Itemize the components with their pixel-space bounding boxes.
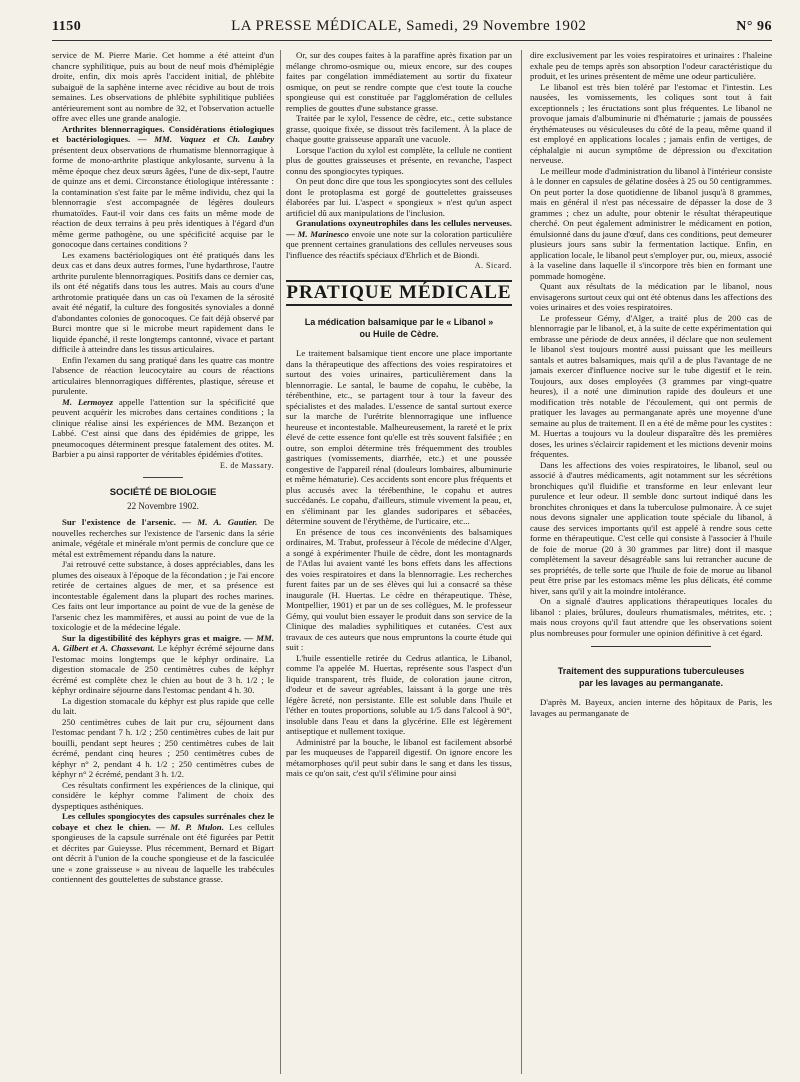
article-title-line: ou Huile de Cèdre. bbox=[359, 329, 439, 339]
signature: A. Sicard. bbox=[474, 261, 512, 270]
paragraph: En présence de tous ces inconvénients des balsamiques ordinaires, M. Trabut, professeur à l'école de médecine d'Alger, a songé à expérimenter l'huile de cèdre, dont les montagnards de l'Atlas lui avaient vanté les bons effets dans les affections des voies respiratoires et dans la blennorragie. Les recherches furent faites par un de ses élèves qui lui a consacré sa thèse inaugurale (H. Huertas. Le cèdre en thérapeutique. Thèse, Montpellier, 1901) et par un de ses collègues, M. le professeur Gémy, qui voulut bien essayer le produit dans son service de la Clinique des maladies syphilitiques et cutanées. C'est aux travaux de ces auteurs que nous empruntons la courte étude qui suit : bbox=[286, 526, 512, 652]
paragraph: Administré par la bouche, le libanol est facilement absorbé par les muqueuses de l'appareil digestif. On ignore encore les métamorphoses qu'il peut subir dans le sang et dans les tissus, mais ce qu'on sait, c'est qu'il s'élimine pour ainsi bbox=[286, 736, 512, 778]
separator bbox=[591, 646, 711, 647]
section-banner-title: PRATIQUE MÉDICALE bbox=[286, 281, 512, 303]
article-title-line: par les lavages au permanganate. bbox=[578, 678, 724, 688]
report-heading: Sur la digestibilité des képhyrs gras et maigre. — bbox=[62, 632, 254, 643]
paragraph: Le libanol est très bien toléré par l'estomac et l'intestin. Les nausées, les vomissements, les coliques sont tout à fait exceptionnels ; les éructations sont plus fréquentes. Le libanol ne provoque jamais d'albuminurie ni d'hématurie ; jamais de poussées érythémateuses ou vésiculeuses du côté de la peau, même quand il est employé en applications locales ; jamais enfin de vertiges, de céphalalgie ni aucun symptôme de dépression ou d'excitation nerveuse. bbox=[530, 81, 772, 165]
article-title-line: Traitement des suppurations tuberculeuses bbox=[557, 666, 745, 676]
paragraph: Traitée par le xylol, l'essence de cèdre, etc., cette substance grasse, quoique fixée, se dissout très facilement. À la place de chaque goutte graisseuse apparaît une vacuole. bbox=[286, 113, 512, 144]
author: MM. A. Gilbert et A. Chassevant. bbox=[52, 632, 274, 653]
paragraph: Le traitement balsamique tient encore une place importante dans la thérapeutique des affections des voies respiratoires et surtout des voies urinaires, particulièrement dans la blennorragie. Le santal, le baume de copahu, le cubèbe, la térébenthine, etc., se partagent tour à tour la faveur des spécialistes et des malades. L'essence de santal surtout exerce sur la marche de l'urétrite blennorragique une influence heureuse et incontestable. Malheureusement, la rareté et le prix élevé de cette essence font qu'elle est très souvent falsifiée ; en outre, son emploi détermine très fréquemment des troubles gastriques (vomissements, diarrhée, etc.) et une poussée congestive de l'appareil rénal (douleurs lombaires, albuminurie et même hématurie). Ces accidents sont encore plus fréquents et plus accusés avec la térébenthine, le copahu et autres succédanés. Le copahu, d'ailleurs, stimule vivement la peau, et, en s'éliminant par les glandes sudoripares et sébacées, détermine souvent de l'érythème, de l'urticaire, etc... bbox=[286, 348, 512, 526]
page-number: 1150 bbox=[52, 19, 82, 34]
paragraph bbox=[52, 517, 274, 559]
paragraph: dire exclusivement par les voies respiratoires et urinaires : l'haleine exhale peu de temps après son absorption l'odeur caractéristique du produit, et les urines présentent de même une odeur particulière. bbox=[530, 50, 772, 81]
paragraph: Les examens bactériologiques ont été pratiqués dans les deux cas et dans deux autres formes, l'une hydarthrose, l'autre arthrite purulente blennorragiques. Positifs dans ce dernier cas, ils ont été négatifs dans tous les autres. Mais au cours d'une arthrotomie pratiquée dans un cas où l'examen de la sérosité avait été négatif, la culture des fongosités synoviales a donné d'abondantes colonies de gonocoques. Ce fait déjà observé par Burci montre que si le microbe meurt rapidement dans le liquide épanché, il reste longtemps cantonné, vivace et partant difficile à atteindre dans les tissus articulaires. bbox=[52, 249, 274, 354]
report-heading: Sur l'existence de l'arsenic. — bbox=[62, 517, 192, 527]
report-heading: Granulations oxyneutrophiles dans les cellules nerveuses. — bbox=[286, 218, 512, 239]
paragraph-text: Les cellules spongieuses de la capsule surrénale ont été figurées par Pettit et décrites par Guieysse. Plus récemment, Bernard et Bigart ont décrit à l'union de la couche spongieuse et de la fasciculée une « zone graisseuse » au niveau de laquelle les trabécules contiennent des gouttelettes de substance grasse. bbox=[52, 821, 274, 884]
paragraph: On peut donc dire que tous les spongiocytes sont des cellules dont le protoplasma est gorgé de gouttelettes graisseuses élaborées par lui. L'aspect « spongieux » n'est qu'un aspect artificiel dû aux manipulations de l'inclusion. bbox=[286, 176, 512, 218]
paragraph bbox=[52, 124, 274, 250]
signature: E. de Massary. bbox=[219, 460, 274, 470]
article-title-line: La médication balsamique par le « Libanol » bbox=[304, 317, 494, 327]
paragraph: Le meilleur mode d'administration du libanol à l'intérieur consiste à le donner en capsules de gélatine dosées à 25 ou 50 centigrammes. On peut porter la dose quotidienne de libanol jusqu'à 8 grammes, mais en général il n'est pas nécessaire de dépasser la dose de 3 grammes ; chez un adulte, pour obtenir le résultat thérapeutique cherché. On peut également administrer le médicament en potion, émulsionné dans du jaune d'œuf, dans ces conditions, peut demeurer plusieurs jours sans subir la fermentation lactique. Enfin, en application locale, le libanol peut s'employer pur, ou, mieux, associé à la vaseline dans laquelle il s'incorpore très bien en formant une pommade homogène. bbox=[530, 165, 772, 281]
paragraph-text: envoie une note sur la coloration particulière que prennent certaines granulations des cellules nerveuses sous l'influence des réactifs spéciaux d'Ehrlich et de Biondi. bbox=[286, 228, 512, 260]
paragraph bbox=[52, 633, 274, 696]
separator bbox=[143, 477, 183, 478]
paragraph: Le professeur Gémy, d'Alger, a traité plus de 200 cas de blennorragie par le libanol, et, à la suite de cette expérimentation qui embrasse une période de deux années, il déclare que non seulement le libanol s'est toujours montré aussi puissant que les meilleurs santals et autres balsamiques, mais qu'il a de plus l'avantage de ne jamais exercer d'influence nocive sur le tube digestif et le rein. Toujours, aux doses employées (3 grammes par vingt-quatre heures), il a noté une diminution rapide des douleurs et une modification très notable de l'écoulement, qui ont permis de pratiquer les lavages au permanganate après une moyenne d'une semaine au plus de traitement. Il en a été de même pour les cystites : M. Huertas a toujours vu la douleur disparaître dès les premières doses, les urines s'éclaircir rapidement et les mictions devenir moins fréquentes. bbox=[530, 312, 772, 459]
page-header bbox=[52, 18, 772, 41]
paragraph: Or, sur des coupes faites à la paraffine après fixation par un mélange chromo-osmique ou, mieux encore, sur des coupes faites par congélation immédiatement au sortir du fixateur osmique, on peut se rendre compte que c'est toute la couche spongieuse qui est constituée par l'agglomération de cellules remplies de gouttes d'une substance grasse. bbox=[286, 50, 512, 113]
paragraph-text: De nouvelles recherches sur l'existence de l'arsenic dans la série animale, végétale et minérale m'ont permis de conclure que ce métal est extrêmement répandu dans la nature. bbox=[52, 517, 274, 559]
section-banner bbox=[286, 280, 512, 307]
paragraph: service de M. Pierre Marie. Cet homme a été atteint d'un chancre syphilitique, puis au bout de neuf mois d'hémiplégie droite, enfin, dix mois après l'accident initial, de phlébite subaiguë de la saphène interne avec récidive au bout de trois semaines. Les observations de phlébite syphilitique publiées antérieurement sont au nombre de 32, et l'observation actuelle offre avec elles une grande analogie. bbox=[52, 50, 274, 123]
paragraph: Ces résultats confirment les expériences de la clinique, qui considère le képhyr comme l'aliment de choix des dyspeptiques asthéniques. bbox=[52, 779, 274, 811]
paragraph-text: Le képhyr écrémé séjourne dans l'estomac moins longtemps que le képhyr ordinaire. La digestion stomacale de 250 centimètres cubes de képhyr écrémé est complète chez le chien au bout de 3 h. 1/2 ; le képhyr ordinaire séjourne dans l'estomac pendant 4 h. 30. bbox=[52, 643, 274, 695]
section-date: 22 Novembre 1902. bbox=[127, 500, 199, 511]
paragraph: Quant aux résultats de la médication par le libanol, nous envisagerons surtout ceux qui ont été obtenus dans les affections des voies urinaires et des voies respiratoires. bbox=[530, 281, 772, 312]
paragraph: Lorsque l'action du xylol est complète, la cellule ne contient plus de gouttes graisseuses et présente, en revanche, l'aspect connu des spongiocytes typiques. bbox=[286, 144, 512, 176]
journal-title: LA PRESSE MÉDICALE, Samedi, 29 Novembre 1902 bbox=[231, 18, 587, 34]
report-heading: Arthrites blennorragiques. Considérations étiologiques et bactériologiques. — bbox=[52, 123, 274, 144]
paragraph: Dans les affections des voies respiratoires, le libanol, seul ou associé à d'autres médicaments, agit notamment sur les sécrétions bronchiques qu'il fluidifie et transforme en leur enlevant leur purulence et leur odeur. Il semble donc surtout indiqué dans les bronchites chroniques et dans la tuberculose pulmonaire. À ce sujet nous devons signaler une application toute spéciale du libanol, à cause des services importants qu'il est appelé à rendre sous cette forme en thérapeutique. C'est celle qui consiste à l'associer à l'huile de foie de morue (20 à 30 grammes par litre) dont il masque complètement la saveur désagréable sans lui retrancher aucune de ses propriétés, de telle sorte que l'huile de foie de morue au libanol peut être prise par les estomacs même les plus délicats, été comme hiver, sans qu'il y ait la moindre intolérance. bbox=[530, 459, 772, 596]
paragraph bbox=[286, 218, 512, 260]
author: M. A. Gautier. bbox=[197, 517, 258, 527]
paragraph bbox=[52, 397, 274, 460]
paragraph: On a signalé d'autres applications thérapeutiques locales du libanol : plaies, brûlures, douleurs rhumatismales, métrites, etc. ; mais nous croyons qu'il faut attendre que les observations soient plus nombreuses pour formuler une opinion définitive à cet égard. bbox=[530, 596, 772, 638]
column-rule bbox=[521, 50, 522, 1074]
column-1 bbox=[52, 50, 274, 1076]
author: M. P. Mulon. bbox=[170, 821, 224, 832]
author: M. Marinesco bbox=[297, 228, 349, 239]
paragraph: L'huile essentielle retirée du Cedrus atlantica, le Libanol, comme l'a appelée M. Huertas, représente sous l'aspect d'un liquide transparent, très fluide, de coloration jaune citron, d'odeur et de saveur agréables, laissant à la gorge une très légère âcreté, non persistante. Elle est soluble dans l'huile et l'éther en toutes proportions, soluble au 1/5 dans l'alcool à 90°, insoluble dans l'eau et dans la glycérine. Elle est légèrement antiseptique et nullement toxique. bbox=[286, 652, 512, 736]
paragraph bbox=[52, 811, 274, 885]
paragraph: La digestion stomacale du képhyr est plus rapide que celle du lait. bbox=[52, 695, 274, 716]
paragraph: Enfin l'examen du sang pratiqué dans les quatre cas montre l'absence de réaction leucocytaire au cours de réactions articulaires blennorragiques différentes, plastique, séreuse et purulente. bbox=[52, 354, 274, 396]
column-rule bbox=[280, 50, 281, 1074]
section-title: SOCIÉTÉ DE BIOLOGIE bbox=[109, 487, 217, 498]
column-2 bbox=[286, 50, 512, 1076]
paragraph-text: présentent deux observations de rhumatisme blennorragique à forme de mono-arthrite plastique ankylosante, survenu à la même époque chez deux sœurs âgées, l'une de dix-sept, l'autre de quinze ans et demi. Circonstance étiologique intéressante : la contamination s'est faite par le même individu, chez qui la blennorragie s'est accompagnée de légères douleurs rhumatoïdes. Faut-il voir dans ces faits un même mode de réaction de deux terrains à peu près identiques à l'égard d'un même germe pathogène, ou une spécificité acquise par le gonocoque dans certaines conditions ? bbox=[52, 144, 274, 249]
author: M. Lermoyez bbox=[62, 396, 113, 407]
paragraph: D'après M. Bayeux, ancien interne des hôpitaux de Paris, les lavages au permanganate de bbox=[530, 697, 772, 718]
paragraph: J'ai retrouvé cette substance, à doses appréciables, dans les plumes des oiseaux à l'époque de la fécondation ; je l'ai encore retirée de certaines algues de mer, et sa présence est incontestable également dans la plupart des roches marines. Ces faits ont leur importance au point de vue de la genèse de l'arsenic chez les mammifères, et aussi au point de vue de la toxicologie et de la médecine légale. bbox=[52, 559, 274, 632]
issue-number: N° 96 bbox=[736, 19, 772, 34]
column-3 bbox=[530, 50, 772, 1076]
report-heading: Les cellules spongiocytes des capsules surrénales chez le cobaye et chez le chien. — bbox=[52, 811, 274, 832]
article-title bbox=[286, 316, 512, 340]
author: MM. Vaquez et Ch. Laubry bbox=[154, 134, 274, 144]
paragraph: 250 centimètres cubes de lait pur cru, séjournent dans l'estomac pendant 7 h. 1/2 ; 250 centimètres cubes de lait pur bouilli, pendant sept heures ; 250 centimètres cubes de lait écrémé, pendant cinq heures ; 250 centimètres cubes de képhyr n° 2, pendant 4 h. 1/2 ; 250 centimètres cubes de képhyr n° 2 écrémé, pendant 3 h. 1/2. bbox=[52, 716, 274, 779]
article-title bbox=[530, 665, 772, 689]
paragraph-text: appelle l'attention sur la spécificité que peuvent acquérir les microbes dans certaines conditions ; la clinique réalise ainsi les expériences de MM. Bezançon et Labbé. C'est ainsi que dans des épidémies de grippe, les pneumocoques déterminent presque fatalement des otites. M. Barbier a pu ainsi rapporter de véritables épidémies d'otites. bbox=[52, 396, 274, 459]
